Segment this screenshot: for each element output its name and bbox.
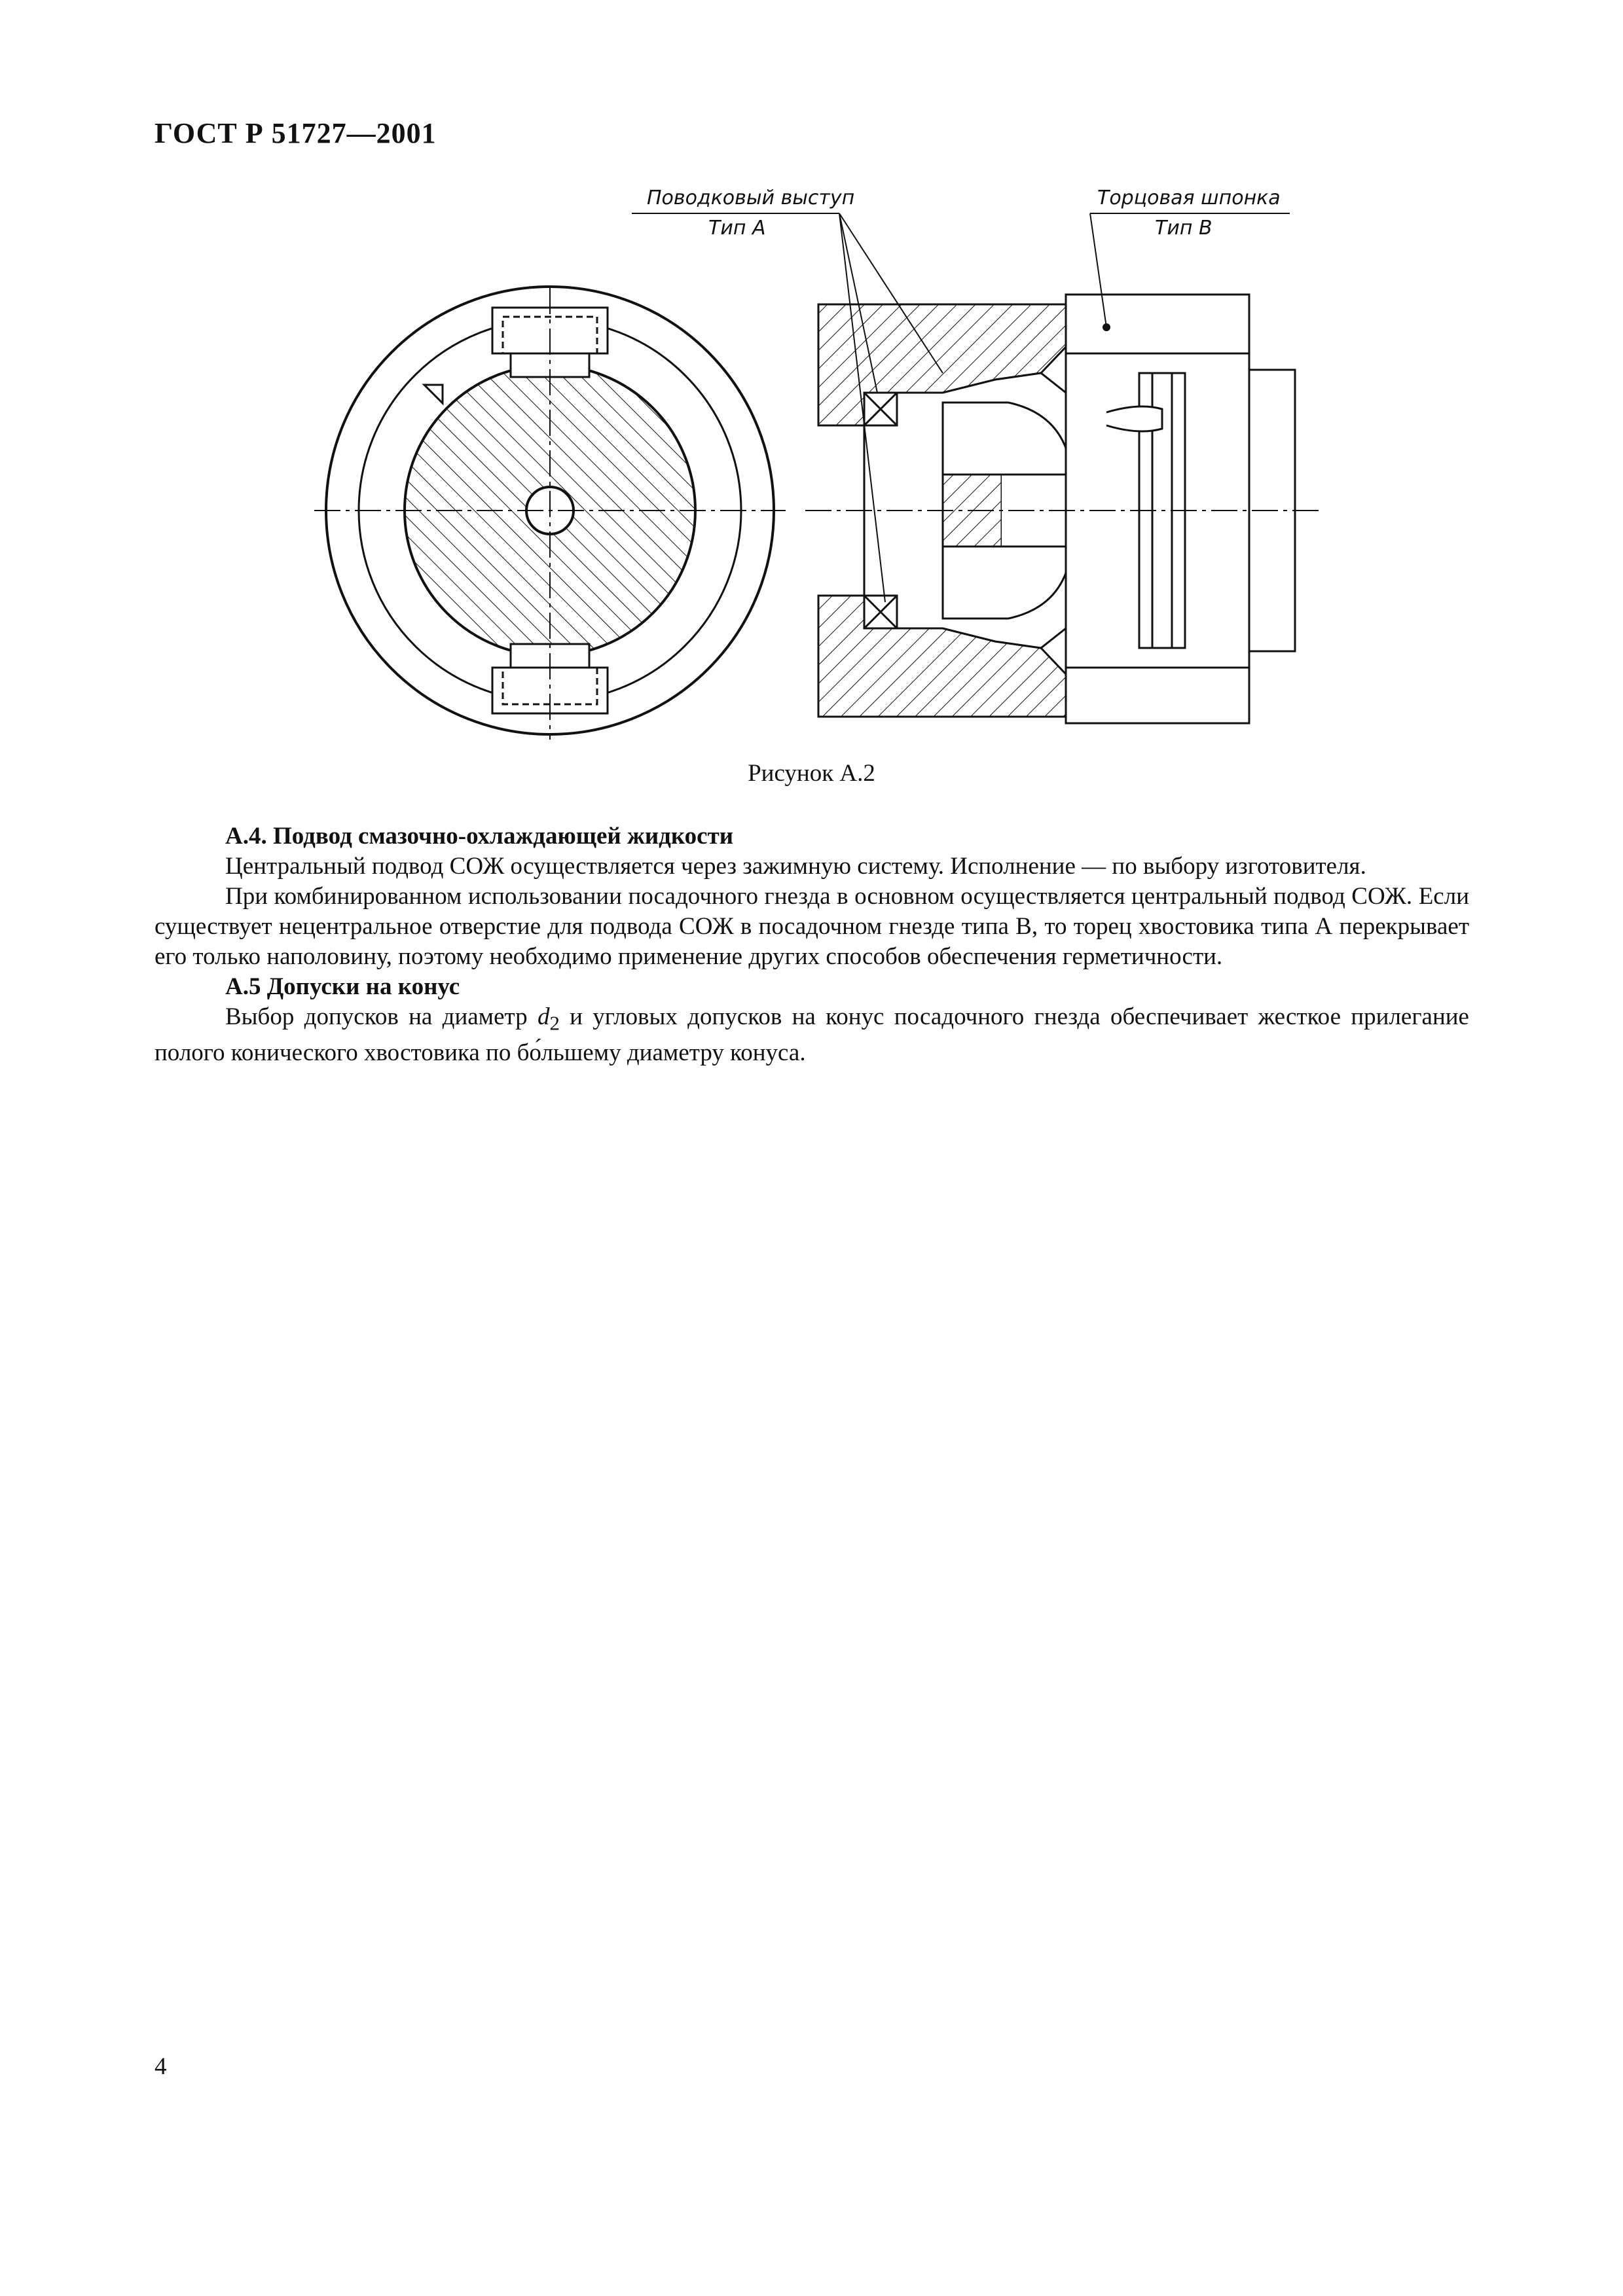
section-a4-heading: А.4. Подвод смазочно-охлаждающей жидкости xyxy=(225,823,734,850)
page-number: 4 xyxy=(155,2053,167,2080)
section-a4-paragraph-2: При комбинированном использовании посадочного гнезда в основном осуществляется центральный подвод СОЖ. Если существует нецентральное отверстие для подвода СОЖ в посадочном гнезде типа В, то торец хвостовика типа А перекрывает его только наполовину, поэтому необходимо применение других способов обеспечения герметичности. xyxy=(155,883,1469,970)
label-a-top: Поводковый выступ xyxy=(647,187,855,209)
section-a4-paragraph-1: Центральный подвод СОЖ осуществляется через зажимную систему. Исполнение — по выбору изготовителя. xyxy=(225,853,1366,880)
section-a5-heading: А.5 Допуски на конус xyxy=(225,973,460,1000)
label-b-bottom: Тип В xyxy=(1155,217,1213,240)
document-header: ГОСТ Р 51727—2001 xyxy=(155,117,437,149)
variable-subscript: 2 xyxy=(549,1012,560,1035)
drawing-svg xyxy=(288,177,1336,759)
label-a-bottom: Тип А xyxy=(708,217,766,240)
body-text xyxy=(155,821,1469,1068)
figure-caption: Рисунок А.2 xyxy=(748,760,875,787)
label-b-top: Торцовая шпонка xyxy=(1097,187,1281,209)
section-view xyxy=(818,295,1295,723)
variable-d: d xyxy=(537,1003,550,1030)
section-a5-paragraph-1: Выбор допусков на диаметр $d_2$ и угловых допусков на конус посадочного гнезда обеспечивает жесткое прилегание полого конического хвостовика по бо́льшему диаметру конуса. xyxy=(155,1003,1469,1067)
technical-drawing xyxy=(288,177,1336,759)
